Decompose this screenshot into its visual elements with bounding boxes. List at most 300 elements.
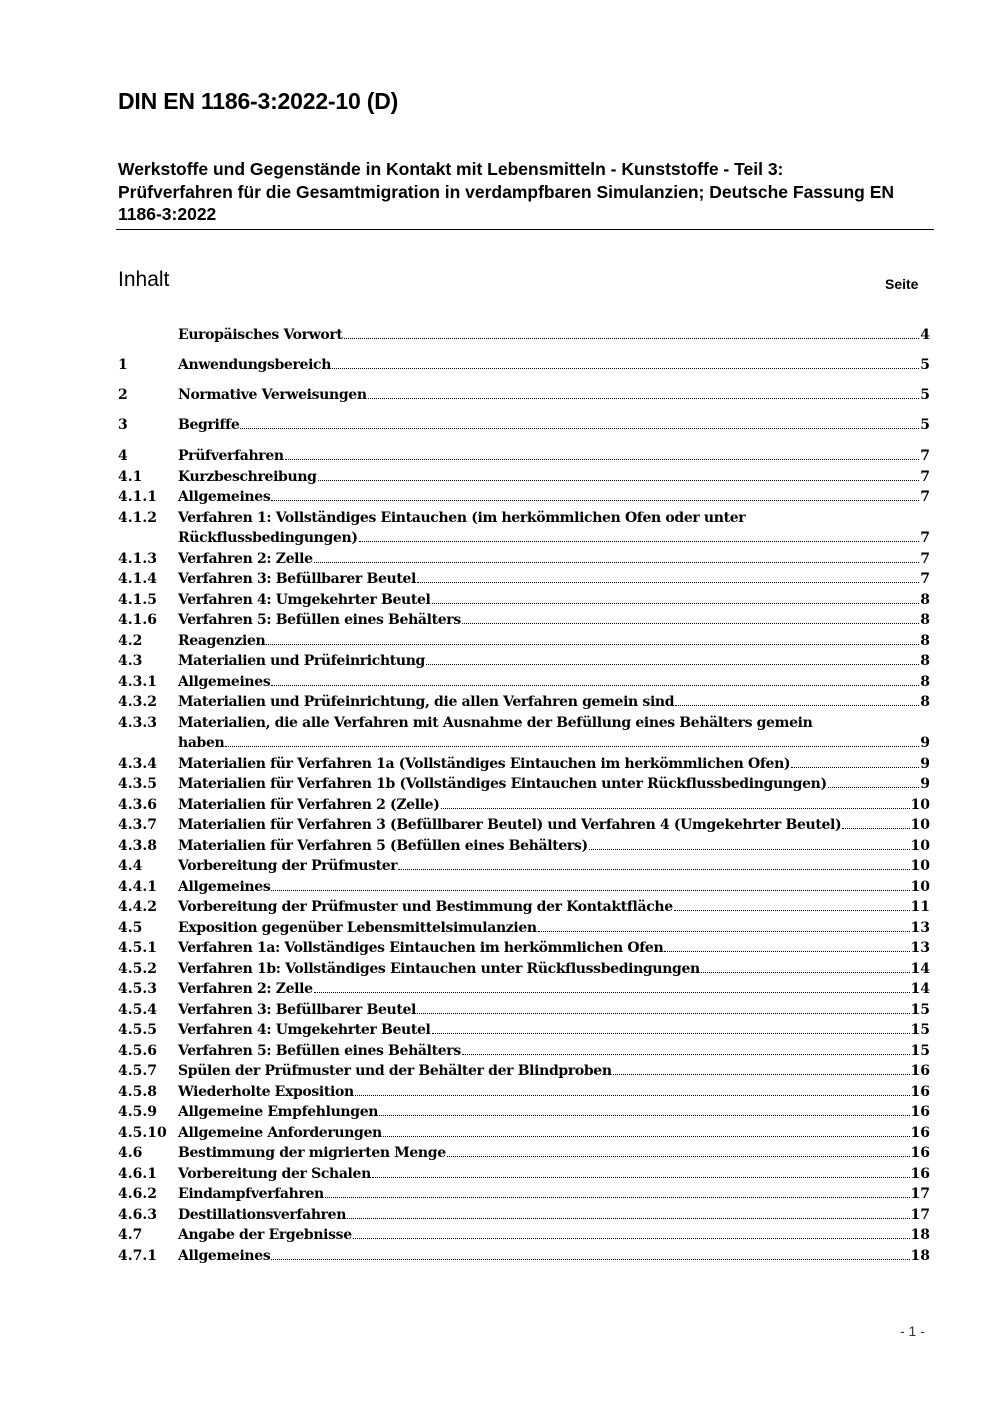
toc-dot-leader xyxy=(271,685,919,686)
toc-dot-leader xyxy=(462,623,919,624)
toc-entry-number: 4.3.3 xyxy=(118,714,157,731)
toc-entry-body xyxy=(178,877,930,898)
toc-entry-page: 15 xyxy=(910,1022,930,1038)
toc-entry[interactable] xyxy=(118,569,930,590)
toc-dot-leader xyxy=(383,1136,910,1137)
toc-entry-body xyxy=(178,415,930,436)
toc-entry-number: 2 xyxy=(118,387,128,403)
toc-entry-line xyxy=(178,415,930,436)
toc-entry-page: 7 xyxy=(920,571,930,587)
toc-entry[interactable] xyxy=(118,856,930,877)
toc-entry-label: Vorbereitung der Prüfmuster xyxy=(178,858,398,874)
toc-entry[interactable] xyxy=(118,918,930,939)
toc-entry[interactable] xyxy=(118,815,930,836)
toc-entry[interactable] xyxy=(118,631,930,652)
toc-entry-number: 4.6.3 xyxy=(118,1206,157,1223)
page-number: - 1 - xyxy=(900,1323,925,1339)
toc-entry-label: Allgemeines xyxy=(178,1247,271,1264)
toc-entry-label: Verfahren 1a: Vollständiges Eintauchen im herkömmlichen Ofen xyxy=(178,940,664,956)
toc-entry-body xyxy=(178,385,930,406)
toc-entry-line xyxy=(178,549,930,570)
toc-entry-number: 4 xyxy=(118,448,128,464)
toc-entry-line xyxy=(178,1205,930,1226)
toc-entry-page: 10 xyxy=(910,878,930,895)
toc-entry-line xyxy=(178,692,930,713)
toc-entry-body xyxy=(178,1000,930,1021)
toc-entry-body xyxy=(178,856,930,877)
toc-dot-leader xyxy=(417,582,919,583)
toc-entry-page: 8 xyxy=(920,612,930,628)
toc-entry-number: 4.1.3 xyxy=(118,550,157,567)
toc-entry-label: Exposition gegenüber Lebensmittelsimulanzien xyxy=(178,919,537,936)
toc-entry-line xyxy=(178,569,930,590)
toc-entry-page: 7 xyxy=(920,550,930,567)
toc-entry-number: 4.5.8 xyxy=(118,1083,157,1100)
toc-entry-body xyxy=(178,815,930,836)
toc-entry-page: 5 xyxy=(920,387,930,403)
toc-entry-label: Verfahren 2: Zelle xyxy=(178,981,313,997)
toc-entry[interactable] xyxy=(118,795,930,816)
toc-entry[interactable] xyxy=(118,897,930,918)
toc-entry-label: Allgemeine Empfehlungen xyxy=(178,1104,379,1120)
toc-entry-body xyxy=(178,325,930,346)
toc-entry-body xyxy=(178,754,930,775)
toc-entry[interactable] xyxy=(118,938,930,959)
toc-entry-page: 17 xyxy=(910,1186,930,1202)
toc-entry-number: 4.5.1 xyxy=(118,940,157,956)
toc-entry-label: Eindampfverfahren xyxy=(178,1186,324,1202)
toc-entry-page: 16 xyxy=(910,1124,930,1141)
toc-entry-label: Verfahren 5: Befüllen eines Behälters xyxy=(178,612,461,628)
toc-entry-page: 15 xyxy=(910,1001,930,1018)
toc-page-column-label: Seite xyxy=(885,276,919,292)
toc-entry-number: 4.5.9 xyxy=(118,1104,157,1120)
toc-entry-body xyxy=(178,1246,930,1267)
toc-entry-page: 15 xyxy=(910,1042,930,1059)
toc-entry-line xyxy=(178,836,930,857)
toc-entry-body xyxy=(178,1205,930,1226)
toc-entry-label: Materialien und Prüfeinrichtung, die allen Verfahren gemein sind xyxy=(178,694,675,710)
toc-entry-body xyxy=(178,487,930,508)
toc-entry-label-line1: Materialien, die alle Verfahren mit Ausnahme der Befüllung eines Behälters gemein xyxy=(178,714,813,731)
toc-entry[interactable] xyxy=(118,754,930,775)
toc-dot-leader xyxy=(426,664,919,665)
toc-entry-label: Reagenzien xyxy=(178,632,266,649)
toc-entry-page: 14 xyxy=(910,960,930,977)
toc-dot-leader xyxy=(417,1013,910,1014)
toc-dot-leader xyxy=(701,972,910,973)
toc-dot-leader xyxy=(332,368,919,369)
toc-dot-leader xyxy=(355,1095,910,1096)
toc-entry-line xyxy=(178,959,930,980)
toc-entry-number: 4.6.2 xyxy=(118,1186,157,1202)
toc-entry-body xyxy=(178,1061,930,1082)
toc-entry-label: Materialien für Verfahren 1b (Vollständiges Eintauchen unter Rückflussbedingungen) xyxy=(178,776,827,792)
toc-entry-page: 7 xyxy=(920,468,930,485)
toc-entry-line xyxy=(178,1000,930,1021)
toc-entry-page: 16 xyxy=(910,1145,930,1161)
toc-entry-body xyxy=(178,836,930,857)
toc-entry-label: Materialien für Verfahren 5 (Befüllen eines Behälters) xyxy=(178,837,588,854)
toc-entry-page: 11 xyxy=(910,899,930,915)
toc-entry-body xyxy=(178,1225,930,1246)
toc-entry-label: Verfahren 2: Zelle xyxy=(178,550,313,567)
toc-entry-number: 4.4.1 xyxy=(118,878,157,895)
toc-dot-leader xyxy=(613,1074,910,1075)
toc-entry[interactable] xyxy=(118,610,930,631)
toc-entry-label: Materialien für Verfahren 2 (Zelle) xyxy=(178,796,440,813)
toc-entry-number: 4.5.4 xyxy=(118,1001,157,1018)
toc-entry-page: 13 xyxy=(910,919,930,936)
toc-entry-label: Prüfverfahren xyxy=(178,448,284,464)
toc-dot-leader xyxy=(664,951,909,952)
toc-entry-page: 5 xyxy=(920,417,930,433)
toc-dot-leader xyxy=(285,459,920,460)
toc-entry-line xyxy=(178,877,930,898)
toc-entry-body xyxy=(178,610,930,631)
toc-entry[interactable] xyxy=(118,1205,930,1226)
toc-entry-page: 8 xyxy=(920,673,930,690)
toc-entry-line xyxy=(178,528,930,549)
toc-entry-number: 4.1.6 xyxy=(118,612,157,628)
table-of-contents xyxy=(118,325,930,1266)
toc-entry-page: 8 xyxy=(920,694,930,710)
toc-dot-leader xyxy=(266,644,919,645)
toc-entry-body xyxy=(178,1020,930,1041)
toc-entry-number: 4.4.2 xyxy=(118,899,157,915)
toc-entry-body xyxy=(178,795,930,816)
toc-entry-number: 4.5.5 xyxy=(118,1022,157,1038)
toc-entry-number: 4.5.7 xyxy=(118,1063,157,1079)
toc-entry-body xyxy=(178,713,930,754)
toc-dot-leader xyxy=(344,338,920,339)
toc-entry-number: 4.3.4 xyxy=(118,755,157,772)
toc-entry[interactable] xyxy=(118,1020,930,1041)
toc-dot-leader xyxy=(398,869,909,870)
toc-entry-line xyxy=(178,467,930,488)
toc-entry-number: 4.4 xyxy=(118,858,143,874)
toc-entry-label: Materialien für Verfahren 1a (Vollständiges Eintauchen im herkömmlichen Ofen) xyxy=(178,755,791,772)
toc-entry-label: Begriffe xyxy=(178,417,240,433)
toc-dot-leader xyxy=(791,767,919,768)
toc-entry[interactable] xyxy=(118,672,930,693)
toc-entry-line xyxy=(178,487,930,508)
toc-entry-line xyxy=(178,325,930,346)
toc-entry-body xyxy=(178,1184,930,1205)
toc-entry[interactable] xyxy=(118,1143,930,1164)
toc-entry-number: 4.6.1 xyxy=(118,1165,157,1182)
toc-entry-body xyxy=(178,569,930,590)
toc-entry-number: 4.1.4 xyxy=(118,571,157,587)
toc-entry-body xyxy=(178,897,930,918)
toc-entry-page: 16 xyxy=(910,1104,930,1120)
toc-dot-leader xyxy=(441,808,910,809)
toc-entry-number: 4.3.5 xyxy=(118,776,157,792)
toc-entry[interactable] xyxy=(118,385,930,406)
toc-entry-body xyxy=(178,355,930,376)
toc-entry-page: 4 xyxy=(920,327,930,343)
toc-dot-leader xyxy=(225,746,919,747)
toc-entry-body xyxy=(178,590,930,611)
toc-entry-label: Allgemeine Anforderungen xyxy=(178,1124,382,1141)
toc-entry-page: 7 xyxy=(920,530,930,546)
toc-entry-line xyxy=(178,754,930,775)
toc-entry-page: 18 xyxy=(910,1227,930,1243)
toc-entry-label: Rückflussbedingungen) xyxy=(178,530,358,546)
toc-entry[interactable] xyxy=(118,487,930,508)
toc-entry-body xyxy=(178,692,930,713)
toc-entry[interactable] xyxy=(118,959,930,980)
toc-entry-body xyxy=(178,774,930,795)
toc-entry-line xyxy=(178,651,930,672)
toc-entry-page: 16 xyxy=(910,1063,930,1079)
toc-entry-body xyxy=(178,508,930,549)
toc-entry-number: 4.3.2 xyxy=(118,694,157,710)
toc-entry-number: 3 xyxy=(118,417,128,433)
toc-entry-label: Verfahren 1b: Vollständiges Eintauchen unter Rückflussbedingungen xyxy=(178,960,700,977)
toc-entry-page: 17 xyxy=(910,1206,930,1223)
toc-entry[interactable] xyxy=(118,1041,930,1062)
toc-entry-number: 4.1.5 xyxy=(118,591,157,608)
toc-dot-leader xyxy=(271,890,909,891)
toc-entry[interactable] xyxy=(118,355,930,376)
toc-dot-leader xyxy=(359,541,920,542)
toc-entry-body xyxy=(178,979,930,1000)
toc-entry-page: 9 xyxy=(920,755,930,772)
toc-entry-label: Vorbereitung der Schalen xyxy=(178,1165,371,1182)
toc-entry[interactable] xyxy=(118,1000,930,1021)
toc-entry-label: Normative Verweisungen xyxy=(178,387,367,403)
toc-entry[interactable] xyxy=(118,415,930,436)
toc-entry[interactable] xyxy=(118,774,930,795)
toc-entry-line xyxy=(178,1041,930,1062)
toc-entry[interactable] xyxy=(118,713,930,754)
toc-entry-line xyxy=(178,774,930,795)
toc-entry-line xyxy=(178,733,930,754)
toc-entry-body xyxy=(178,1082,930,1103)
toc-dot-leader xyxy=(314,562,920,563)
toc-entry-page: 9 xyxy=(920,735,930,751)
toc-dot-leader xyxy=(347,1218,909,1219)
toc-entry-body xyxy=(178,651,930,672)
toc-entry-number: 4.5.6 xyxy=(118,1042,157,1059)
toc-entry[interactable] xyxy=(118,877,930,898)
toc-entry-page: 14 xyxy=(910,981,930,997)
toc-entry[interactable] xyxy=(118,1082,930,1103)
toc-entry-line xyxy=(178,979,930,1000)
toc-entry-page: 13 xyxy=(910,940,930,956)
toc-dot-leader xyxy=(675,705,919,706)
toc-entry-label: Wiederholte Exposition xyxy=(178,1083,354,1100)
toc-entry-label: Verfahren 4: Umgekehrter Beutel xyxy=(178,1022,431,1038)
toc-entry-line xyxy=(178,856,930,877)
toc-entry-line xyxy=(178,631,930,652)
toc-entry-number: 4.5 xyxy=(118,919,143,936)
toc-entry-line xyxy=(178,1143,930,1164)
toc-entry-number: 4.7 xyxy=(118,1227,143,1243)
toc-dot-leader xyxy=(368,398,920,399)
toc-entry-label: haben xyxy=(178,735,225,751)
toc-entry-body xyxy=(178,672,930,693)
toc-entry-page: 8 xyxy=(920,632,930,649)
toc-entry[interactable] xyxy=(118,979,930,1000)
toc-entry-label: Europäisches Vorwort xyxy=(178,327,343,343)
toc-entry-body xyxy=(178,938,930,959)
toc-entry-label: Vorbereitung der Prüfmuster und Bestimmung der Kontaktfläche xyxy=(178,899,673,915)
toc-entry[interactable] xyxy=(118,1184,930,1205)
toc-entry-page: 16 xyxy=(910,1083,930,1100)
toc-entry-label: Allgemeines xyxy=(178,489,271,505)
toc-dot-leader xyxy=(318,480,920,481)
toc-entry-line xyxy=(178,938,930,959)
toc-dot-leader xyxy=(325,1197,910,1198)
toc-entry-line xyxy=(178,1246,930,1267)
toc-entry-line xyxy=(178,446,930,467)
toc-dot-leader xyxy=(271,500,919,501)
toc-entry-label: Spülen der Prüfmuster und der Behälter der Blindproben xyxy=(178,1063,612,1079)
toc-entry-line xyxy=(178,795,930,816)
toc-dot-leader xyxy=(447,1156,910,1157)
toc-entry-label: Destillationsverfahren xyxy=(178,1206,347,1223)
toc-dot-leader xyxy=(353,1238,910,1239)
toc-dot-leader xyxy=(240,428,919,429)
toc-dot-leader xyxy=(589,849,910,850)
toc-entry-number: 4.3.8 xyxy=(118,837,157,854)
toc-entry-page: 7 xyxy=(920,489,930,505)
toc-entry-page: 5 xyxy=(920,357,930,373)
toc-entry-page: 10 xyxy=(910,796,930,813)
toc-entry-label: Verfahren 5: Befüllen eines Behälters xyxy=(178,1042,461,1059)
toc-entry-page: 7 xyxy=(920,448,930,464)
toc-entry[interactable] xyxy=(118,549,930,570)
toc-entry-number: 4.5.2 xyxy=(118,960,157,977)
toc-entry-body xyxy=(178,959,930,980)
toc-entry[interactable] xyxy=(118,467,930,488)
toc-entry-number: 4.2 xyxy=(118,632,143,649)
document-title: Werkstoffe und Gegenstände in Kontakt mit Lebensmitteln - Kunststoffe - Teil 3: Prüfverfahren für die Gesamtmigration in verdampfbaren Simulanzien; Deutsche Fassung EN 1186-3:2022 xyxy=(118,159,895,224)
toc-entry-page: 10 xyxy=(910,817,930,833)
toc-entry[interactable] xyxy=(118,446,930,467)
toc-entry-label: Verfahren 3: Befüllbarer Beutel xyxy=(178,571,416,587)
toc-entry-line xyxy=(178,897,930,918)
toc-entry[interactable] xyxy=(118,1225,930,1246)
toc-entry-line xyxy=(178,1020,930,1041)
toc-entry-line xyxy=(178,1102,930,1123)
toc-entry-body xyxy=(178,467,930,488)
toc-entry-page: 9 xyxy=(920,776,930,792)
toc-entry[interactable] xyxy=(118,508,930,549)
toc-entry-line xyxy=(178,918,930,939)
toc-entry-label: Materialien und Prüfeinrichtung xyxy=(178,653,425,669)
toc-entry-page: 8 xyxy=(920,591,930,608)
toc-entry-body xyxy=(178,1164,930,1185)
toc-entry-label: Allgemeines xyxy=(178,878,271,895)
toc-entry-label: Materialien für Verfahren 3 (Befüllbarer Beutel) und Verfahren 4 (Umgekehrter Beutel) xyxy=(178,817,842,833)
toc-entry-line xyxy=(178,1225,930,1246)
toc-entry-label: Kurzbeschreibung xyxy=(178,468,317,485)
title-divider xyxy=(116,229,934,230)
toc-dot-leader xyxy=(372,1177,910,1178)
toc-entry-body xyxy=(178,1102,930,1123)
toc-entry-number: 4.3 xyxy=(118,653,143,669)
toc-entry[interactable] xyxy=(118,651,930,672)
toc-heading: Inhalt xyxy=(118,268,170,291)
toc-entry-label: Verfahren 3: Befüllbarer Beutel xyxy=(178,1001,416,1018)
toc-entry-number: 4.5.3 xyxy=(118,981,157,997)
toc-dot-leader xyxy=(828,787,920,788)
toc-entry-page: 8 xyxy=(920,653,930,669)
toc-entry-line xyxy=(178,815,930,836)
toc-entry-body xyxy=(178,1143,930,1164)
toc-entry-body xyxy=(178,1123,930,1144)
toc-entry[interactable] xyxy=(118,590,930,611)
toc-dot-leader xyxy=(842,828,909,829)
toc-entry-line xyxy=(178,355,930,376)
toc-entry[interactable] xyxy=(118,1123,930,1144)
toc-entry[interactable] xyxy=(118,1246,930,1267)
toc-entry[interactable] xyxy=(118,325,930,346)
toc-dot-leader xyxy=(432,1033,910,1034)
toc-entry-number: 1 xyxy=(118,357,128,373)
document-id: DIN EN 1186-3:2022-10 (D) xyxy=(118,88,399,114)
toc-dot-leader xyxy=(674,910,910,911)
toc-entry-line xyxy=(178,1184,930,1205)
toc-entry[interactable] xyxy=(118,1164,930,1185)
toc-entry-label-line1: Verfahren 1: Vollständiges Eintauchen (im herkömmlichen Ofen oder unter xyxy=(178,509,746,526)
toc-entry-label: Bestimmung der migrierten Menge xyxy=(178,1145,446,1161)
toc-entry-line xyxy=(178,672,930,693)
toc-entry[interactable] xyxy=(118,1061,930,1082)
toc-dot-leader xyxy=(314,992,910,993)
toc-dot-leader xyxy=(432,603,920,604)
toc-entry-page: 10 xyxy=(910,858,930,874)
toc-dot-leader xyxy=(271,1259,909,1260)
toc-entry-body xyxy=(178,549,930,570)
toc-entry-body xyxy=(178,1041,930,1062)
toc-entry-line xyxy=(178,590,930,611)
toc-entry-number: 4.7.1 xyxy=(118,1247,157,1264)
toc-entry-number: 4.6 xyxy=(118,1145,143,1161)
toc-entry-number: 4.1.1 xyxy=(118,489,157,505)
toc-entry-line xyxy=(178,610,930,631)
toc-entry-number: 4.5.10 xyxy=(118,1124,167,1141)
toc-entry-number: 4.3.1 xyxy=(118,673,157,690)
toc-entry-body xyxy=(178,631,930,652)
toc-entry-number: 4.1 xyxy=(118,468,143,485)
toc-entry-number: 4.3.6 xyxy=(118,796,157,813)
toc-entry-line xyxy=(178,1164,930,1185)
toc-entry-body xyxy=(178,446,930,467)
toc-entry-label: Verfahren 4: Umgekehrter Beutel xyxy=(178,591,431,608)
toc-entry-page: 16 xyxy=(910,1165,930,1182)
toc-dot-leader xyxy=(538,931,910,932)
toc-entry[interactable] xyxy=(118,692,930,713)
toc-entry-label: Angabe der Ergebnisse xyxy=(178,1227,352,1243)
toc-entry-number: 4.1.2 xyxy=(118,509,157,526)
toc-entry-body xyxy=(178,918,930,939)
toc-entry[interactable] xyxy=(118,836,930,857)
toc-entry[interactable] xyxy=(118,1102,930,1123)
toc-entry-label: Allgemeines xyxy=(178,673,271,690)
toc-entry-page: 18 xyxy=(910,1247,930,1264)
toc-entry-line xyxy=(178,385,930,406)
toc-entry-label: Anwendungsbereich xyxy=(178,357,332,373)
toc-entry-line xyxy=(178,1061,930,1082)
toc-entry-line xyxy=(178,1082,930,1103)
toc-dot-leader xyxy=(379,1115,909,1116)
toc-entry-line xyxy=(178,1123,930,1144)
toc-dot-leader xyxy=(462,1054,910,1055)
